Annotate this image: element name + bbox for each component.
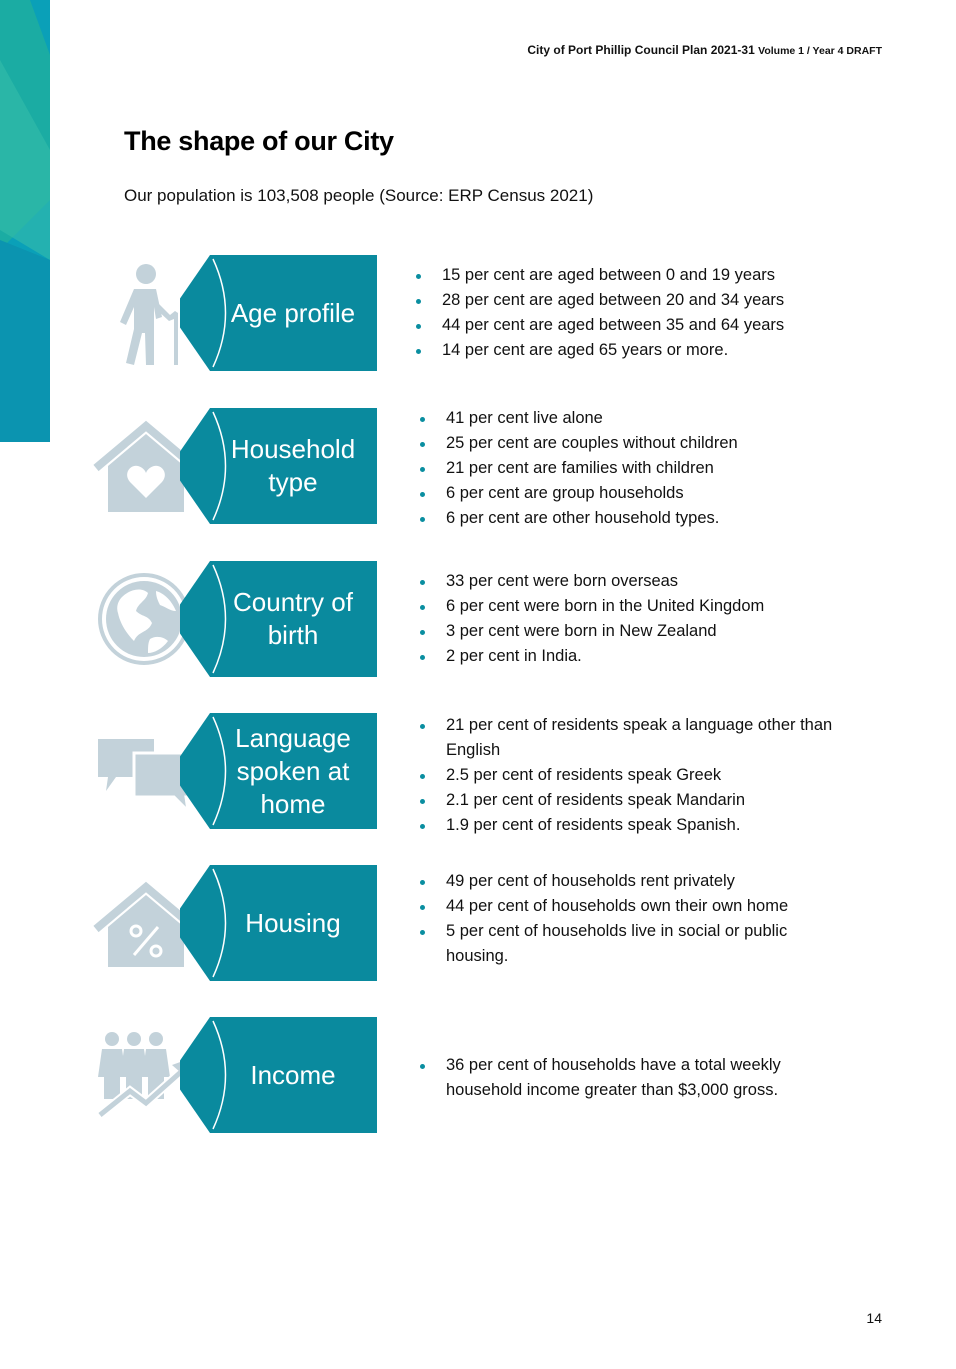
bullet-list [416, 406, 738, 531]
label-line: birth [267, 620, 319, 650]
label-line: home [260, 788, 326, 819]
list-item: 6 per cent were born in the United Kingdom [416, 594, 764, 619]
list-item: 6 per cent are group households [416, 481, 738, 506]
label-line: type [268, 467, 318, 497]
list-item: 5 per cent of households live in social or public housing. [416, 919, 836, 969]
bullet-list [416, 713, 836, 838]
section-housing [90, 865, 880, 983]
list-item: 3 per cent were born in New Zealand [416, 619, 764, 644]
section-household-type [90, 408, 880, 526]
list-item: 1.9 per cent of residents speak Spanish. [416, 813, 836, 838]
section-income [90, 1017, 880, 1135]
section-label [218, 561, 368, 677]
list-item: 25 per cent are couples without children [416, 431, 738, 456]
bullet-list [412, 263, 784, 363]
list-item: 2.1 per cent of residents speak Mandarin [416, 788, 836, 813]
section-age-profile [90, 255, 880, 373]
bullet-list [416, 869, 836, 969]
label-line: Housing [245, 907, 341, 938]
section-label [218, 408, 368, 524]
bullet-list [416, 1053, 816, 1103]
list-item: 21 per cent of residents speak a language other than English [416, 713, 836, 763]
label-line: Country of [233, 587, 353, 617]
document-header [527, 43, 882, 57]
section-label [218, 865, 368, 981]
list-item: 6 per cent are other household types. [416, 506, 738, 531]
label-line: Language [235, 722, 351, 753]
population-intro: Our population is 103,508 people (Source: ERP Census 2021) [124, 186, 594, 205]
header-subtitle: Volume 1 / Year 4 DRAFT [758, 45, 882, 57]
label-line: Age profile [230, 297, 356, 328]
section-label [218, 255, 368, 371]
label-line: Household [230, 434, 356, 464]
list-item: 28 per cent are aged between 20 and 34 years [412, 288, 784, 313]
page-title: The shape of our City [124, 126, 394, 156]
list-item: 44 per cent are aged between 35 and 64 years [412, 313, 784, 338]
list-item: 36 per cent of households have a total weekly household income greater than $3,000 gross. [416, 1053, 816, 1103]
list-item: 2 per cent in India. [416, 644, 764, 669]
list-item: 14 per cent are aged 65 years or more. [412, 338, 784, 363]
list-item: 49 per cent of households rent privately [416, 869, 836, 894]
page-number: 14 [866, 1310, 882, 1326]
list-item: 41 per cent live alone [416, 406, 738, 431]
section-language-spoken-at-home [90, 713, 880, 834]
bullet-list [416, 569, 764, 669]
section-label [218, 713, 368, 829]
header-title: City of Port Phillip Council Plan 2021-31 [527, 43, 755, 57]
label-line: spoken at [236, 755, 350, 786]
list-item: 44 per cent of households own their own home [416, 894, 836, 919]
list-item: 2.5 per cent of residents speak Greek [416, 763, 836, 788]
section-label [218, 1017, 368, 1133]
list-item: 21 per cent are families with children [416, 456, 738, 481]
decorative-side-band [0, 0, 50, 442]
list-item: 33 per cent were born overseas [416, 569, 764, 594]
label-line: Income [250, 1059, 336, 1090]
list-item: 15 per cent are aged between 0 and 19 years [412, 263, 784, 288]
section-country-of-birth [90, 561, 880, 679]
